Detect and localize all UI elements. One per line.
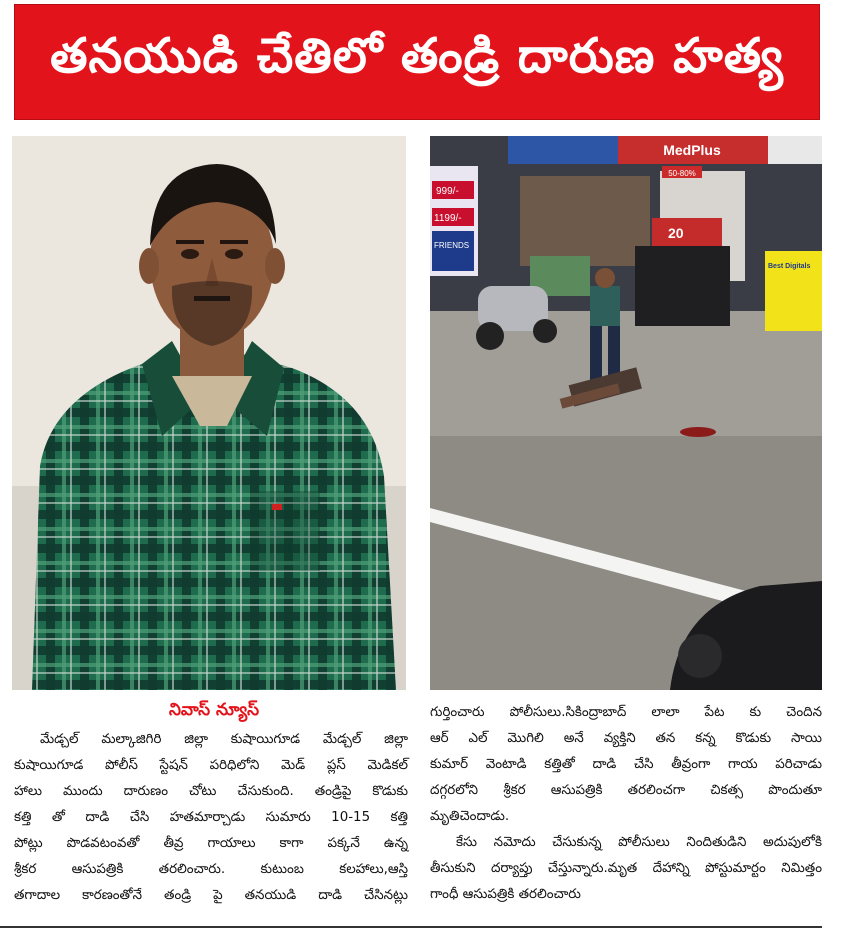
body-line: ఆర్ ఎల్ మొగిలి అనే వ్యక్తిని తన కన్న కొడుకు సాయి	[430, 731, 822, 746]
twenty-sign: 20	[668, 225, 684, 241]
body-line: తగాదాల కారణంతోనే తండ్రి పై తనయుడి దాడి చేసినట్లు	[14, 888, 408, 903]
sale-sign: 50-80%	[668, 169, 696, 178]
price-999-sign: 999/-	[436, 186, 459, 197]
crime-scene-photo	[430, 136, 822, 690]
headline-banner	[14, 4, 820, 120]
best-digitals-sign: Best Digitals	[768, 263, 811, 270]
article-column-left	[14, 727, 408, 909]
body-line: మృతిచెందాడు.	[430, 809, 510, 824]
body-line: హాలు ముందు దారుణం చోటు చేసుకుంది. తండ్రిపై కొడుకు	[14, 784, 408, 799]
street-scene-icon	[430, 136, 822, 690]
article-column-right	[430, 700, 822, 908]
body-line: కుమార్ వెంటాడి కత్తితో దాడి చేసి తీవ్రంగా గాయ పరిచాడు	[430, 757, 822, 772]
body-line: శ్రీకర ఆసుపత్రికి తరలించారు. కుటుంబ కలహాలు,ఆస్తి	[14, 862, 408, 877]
body-line: మేడ్చల్ మల్కాజిగిరి జిల్లా కుషాయిగూడ మేడ్చల్ జిల్లా	[40, 732, 408, 747]
body-line: పోట్లు పొడవటంవతో తీవ్ర గాయాలు కాగా పక్కనే ఉన్న	[14, 836, 408, 851]
body-line: కుషాయిగూడ పోలీస్ స్టేషన్ పరిధిలోని మెడ్ ప్లస్ మెడికల్	[14, 758, 408, 773]
body-line: కేసు నమోదు చేసుకున్న పోలీసులు నిందితుడిని అదుపులోకి	[456, 835, 822, 850]
man-portrait-icon	[12, 136, 406, 690]
body-line: గాంధీ ఆసుపత్రికి తరలించారు	[430, 887, 581, 902]
friends-sign: FRIENDS	[434, 241, 470, 250]
byline: నివాస్ న్యూస్	[168, 700, 260, 720]
medplus-sign: MedPlus	[663, 142, 721, 158]
body-line: తీసుకుని దర్యాప్తు చేస్తున్నారు.మృత దేహాన్ని పోస్టుమార్టం నిమిత్తం	[430, 861, 822, 876]
body-line: దగ్గరలోని శ్రీకర ఆసుపత్రికి తరలించగా చికత్స పొందుతూ	[430, 783, 822, 798]
accused-portrait-photo	[12, 136, 406, 690]
price-1199-sign: 1199/-	[434, 213, 462, 224]
bottom-divider	[0, 926, 822, 928]
body-line: గుర్తించారు పోలీసులు.సికింద్రాబాద్ లాలా పేట కు చెందిన	[430, 705, 822, 720]
body-line: కత్తి తో దాడి చేసి హతమార్చాడు సుమారు 10-15 కత్తి	[14, 810, 408, 825]
headline: తనయుడి చేతిలో తండ్రి దారుణ హత్య	[50, 28, 784, 84]
